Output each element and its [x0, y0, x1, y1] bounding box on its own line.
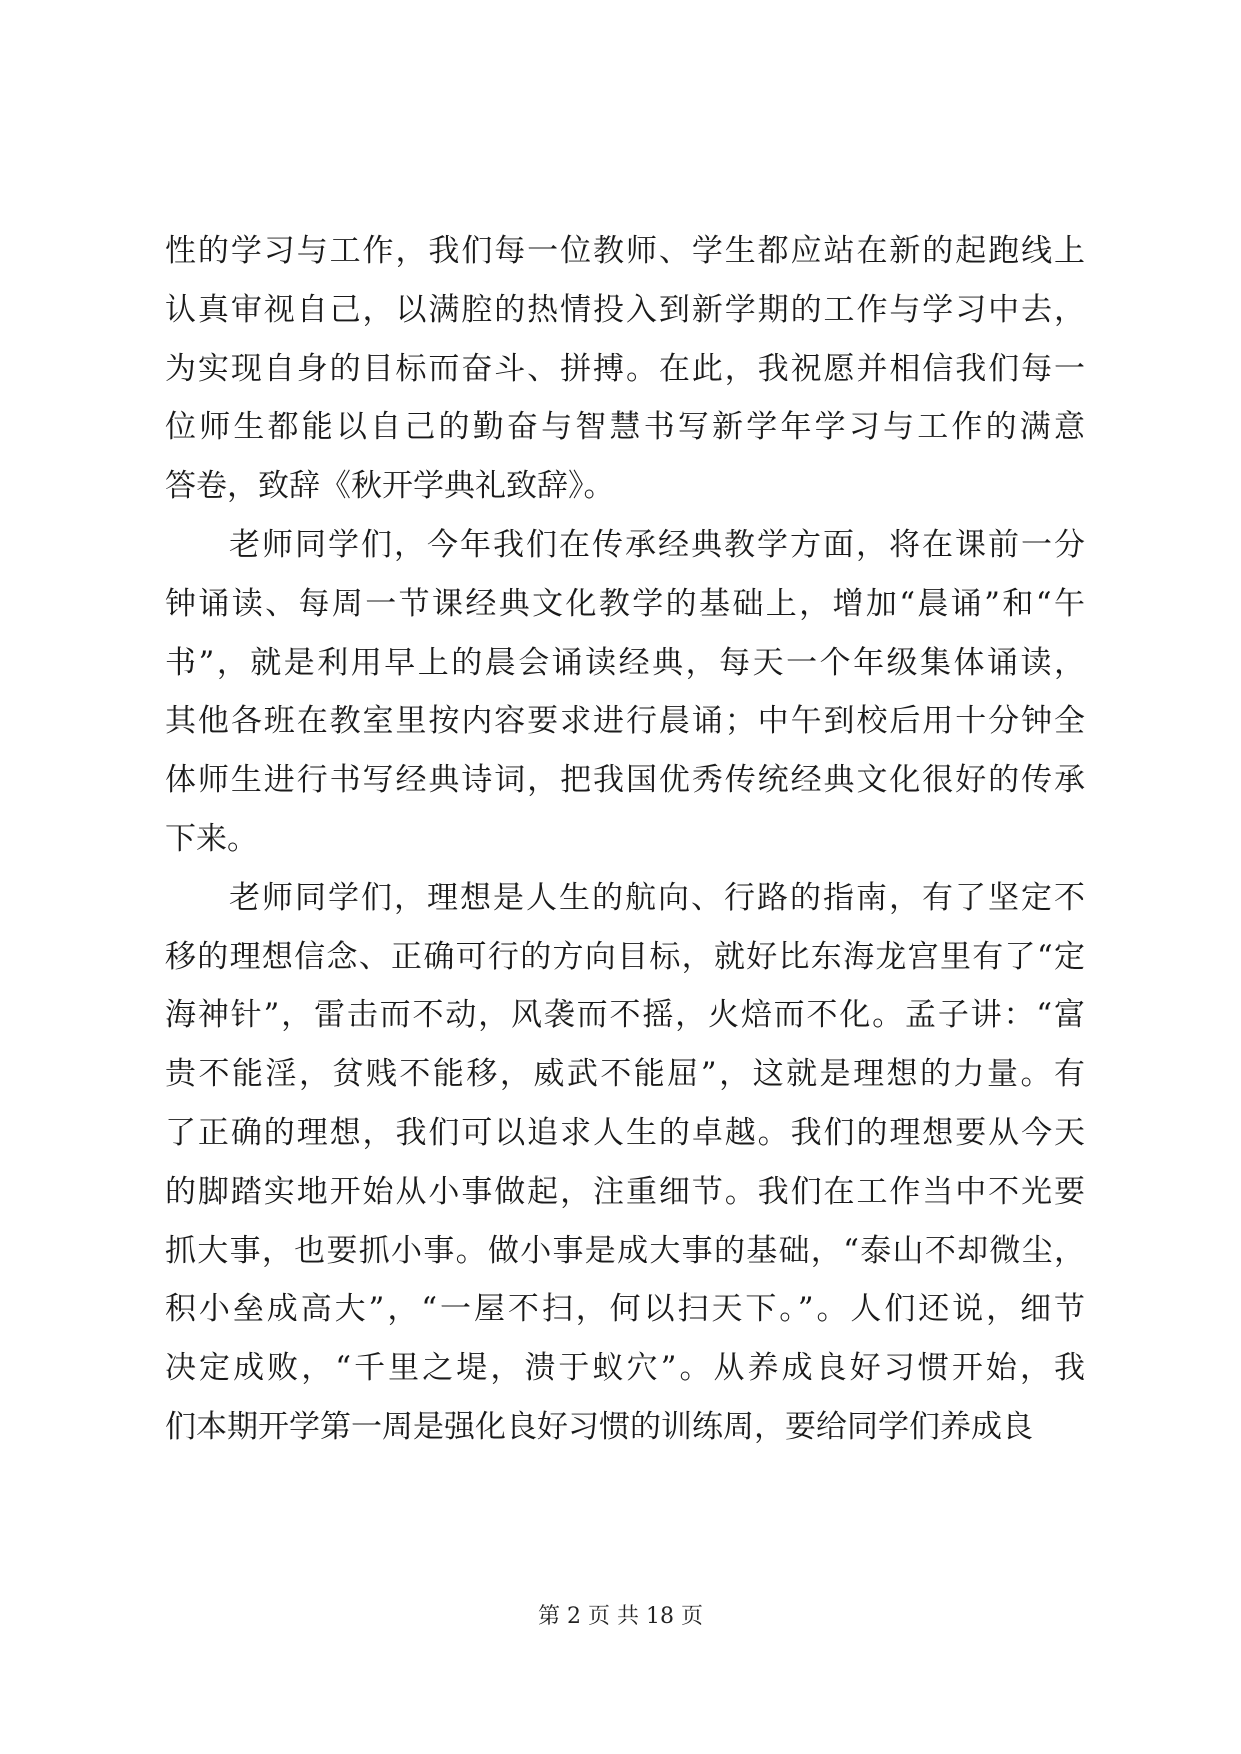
text-line: 认真审视自己，以满腔的热情投入到新学期的工作与学习中去， [165, 291, 1085, 328]
text-line: 老师同学们，理想是人生的航向、行路的指南，有了坚定不 [229, 879, 1085, 916]
text-line: 移的理想信念、正确可行的方向目标，就好比东海龙宫里有了“定 [165, 938, 1085, 975]
text-line: 下来。 [165, 820, 258, 857]
text-line: 性的学习与工作，我们每一位教师、学生都应站在新的起跑线上 [165, 233, 1085, 269]
text-line: 为实现自身的目标而奋斗、拼搏。在此，我祝愿并相信我们每一 [165, 350, 1085, 387]
text-line: 海神针”，雷击而不动，风袭而不摇，火焙而不化。孟子讲：“富 [165, 997, 1085, 1034]
text-line: 钟诵读、每周一节课经典文化教学的基础上，增加“晨诵”和“午 [165, 585, 1085, 622]
text-line: 的脚踏实地开始从小事做起，注重细节。我们在工作当中不光要 [165, 1173, 1085, 1210]
text-line: 位师生都能以自己的勤奋与智慧书写新学年学习与工作的满意 [165, 409, 1085, 446]
paragraph [165, 516, 1085, 869]
text-line: 抓大事，也要抓小事。做小事是成大事的基础，“泰山不却微尘， [165, 1232, 1085, 1269]
document-body [165, 222, 1085, 1457]
text-line: 其他各班在教室里按内容要求进行晨诵；中午到校后用十分钟全 [165, 703, 1085, 740]
text-line: 了正确的理想，我们可以追求人生的卓越。我们的理想要从今天 [165, 1114, 1085, 1151]
text-line: 老师同学们，今年我们在传承经典教学方面，将在课前一分 [229, 526, 1085, 563]
text-line: 积小垒成高大”，“一屋不扫，何以扫天下。”。人们还说，细节 [165, 1291, 1085, 1328]
text-line: 书”，就是利用早上的晨会诵读经典，每天一个年级集体诵读， [165, 644, 1085, 681]
text-line: 答卷，致辞《秋开学典礼致辞》。 [165, 468, 615, 505]
text-line: 体师生进行书写经典诗词，把我国优秀传统经典文化很好的传承 [165, 762, 1085, 799]
page-footer: 第 2 页 共 18 页 [538, 1604, 703, 1629]
paragraph [165, 222, 1085, 516]
text-line: 贵不能淫，贫贱不能移，威武不能屈”，这就是理想的力量。有 [165, 1056, 1085, 1093]
paragraph [165, 869, 1085, 1457]
text-line: 们本期开学第一周是强化良好习惯的训练周，要给同学们养成良 [165, 1408, 1033, 1445]
text-line: 决定成败，“千里之堤，溃于蚁穴”。从养成良好习惯开始，我 [165, 1350, 1085, 1387]
